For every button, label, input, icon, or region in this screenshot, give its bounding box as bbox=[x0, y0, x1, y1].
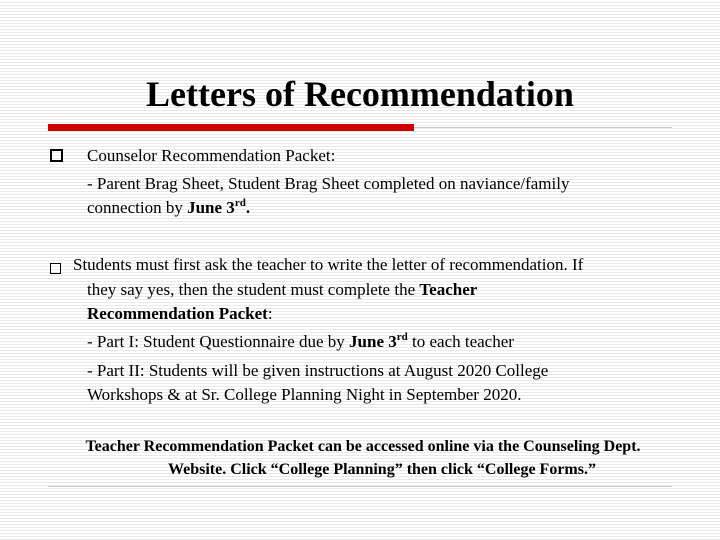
hollow-square-bullet-icon bbox=[50, 149, 63, 162]
title-underline-thin bbox=[414, 127, 672, 128]
section1-heading: Counselor Recommendation Packet: bbox=[87, 146, 336, 165]
due-date: June 3rd. bbox=[187, 197, 251, 217]
section2-line2: they say yes, then the student must complete the Teacher bbox=[87, 280, 478, 299]
due-date: June 3rd bbox=[349, 331, 408, 351]
section2-line6: Workshops & at Sr. College Planning Night in September 2020. bbox=[87, 385, 522, 404]
footer-line1: Teacher Recommendation Packet can be accessed online via the Counseling Dept. bbox=[85, 438, 641, 455]
bottom-rule bbox=[48, 486, 672, 487]
section2-line4: - Part I: Student Questionnaire due by June 3rd to each teacher bbox=[87, 331, 514, 351]
hollow-square-bullet-icon bbox=[50, 263, 61, 274]
section1-line2: connection by June 3rd. bbox=[87, 197, 251, 217]
footer-line2: Website. Click “College Planning” then click “College Forms.” bbox=[168, 461, 596, 478]
section2-line1: Students must first ask the teacher to write the letter of recommendation. If bbox=[73, 255, 584, 274]
section2-line5: - Part II: Students will be given instructions at August 2020 College bbox=[87, 361, 549, 380]
title-underline-red bbox=[48, 124, 414, 131]
slide-title: Letters of Recommendation bbox=[146, 74, 574, 114]
section1-line1: - Parent Brag Sheet, Student Brag Sheet completed on naviance/family bbox=[87, 174, 570, 193]
section2-line3: Recommendation Packet: bbox=[87, 304, 273, 323]
